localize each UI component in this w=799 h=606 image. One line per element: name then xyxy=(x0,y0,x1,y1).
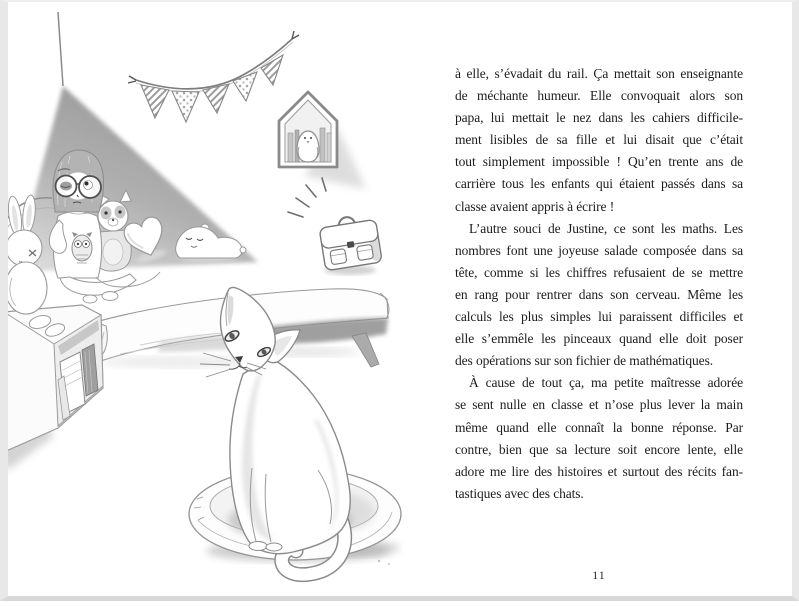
text-line: adore me lire des histoires et surtout des récits fan- xyxy=(455,463,743,479)
paragraph xyxy=(455,63,743,218)
house-shelf xyxy=(279,92,366,189)
paragraph xyxy=(455,218,743,373)
text-line: tout simplement impossible ! Qu’en trente ans de xyxy=(455,154,743,170)
text-line: de méchante humeur. Elle convoquait alors son xyxy=(455,88,743,104)
text-line: se sent nulle en classe et n’ose plus lever la main xyxy=(455,397,743,413)
school-satchel xyxy=(288,178,382,275)
text-line: à elle, s’évadait du rail. Ça mettait son enseignante xyxy=(455,66,743,81)
text-line: même quand elle connaît la bonne réponse. Par xyxy=(455,419,743,435)
text-line: tête, comme si les chiffres refusaient de se mettre xyxy=(455,264,743,280)
text-line: papa, lui mettait le nez dans les cahiers difficile- xyxy=(455,110,743,126)
text-line: carrière tous les enfants qui étaient passés dans sa xyxy=(455,176,743,192)
text-column xyxy=(455,63,743,505)
text-line: L’autre souci de Justine, ce sont les maths. Les xyxy=(469,220,743,236)
page-number: 11 xyxy=(592,568,606,582)
text-line: À cause de tout ça, ma petite maîtresse adorée xyxy=(469,375,743,391)
emphasis-lines xyxy=(288,178,326,217)
text-line: des opérations sur son fichier de mathématiques. xyxy=(455,353,714,369)
paragraph xyxy=(455,372,743,505)
text-line: tastiques avec des chats. xyxy=(455,485,584,501)
bed-leg xyxy=(352,333,379,367)
text-line: calculs les plus simples lui paraissent difficiles et xyxy=(455,309,743,325)
text-line: nombres font une joyeuse salade composée dans sa xyxy=(455,242,743,258)
text-line: contre, bien que sa lecture soit encore lente, elle xyxy=(455,441,743,457)
text-line: ment lisibles de sa fille et lui disait que c’était xyxy=(455,132,743,148)
text-line: elle s’emmêle les pinceaux quand elle doit poser xyxy=(455,331,743,347)
text-line: classe avaient appris à écrire ! xyxy=(455,198,615,214)
pencil-marks xyxy=(378,560,390,565)
text-line: en rang pour rentrer dans son cerveau. Même les xyxy=(455,286,743,302)
penguin-figurine xyxy=(297,131,319,162)
pennant-garland xyxy=(128,31,299,122)
